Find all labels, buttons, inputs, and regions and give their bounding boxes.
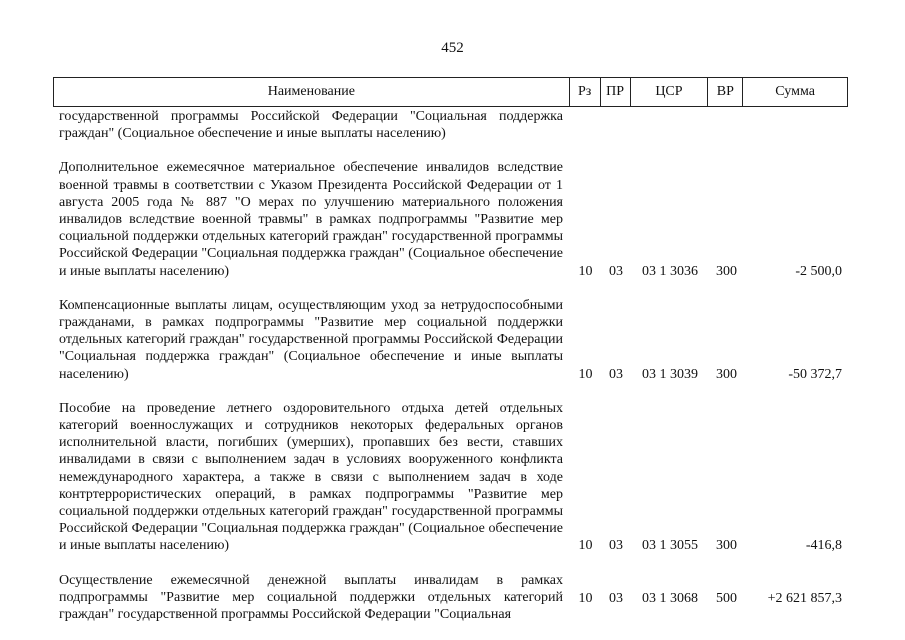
- table-row: [53, 400, 848, 555]
- row-sum: -2 500,0: [795, 263, 842, 279]
- row-csr: 03 1 3055: [642, 538, 698, 554]
- table-row: [53, 159, 848, 279]
- row-vr: 300: [716, 263, 737, 279]
- table-body: [53, 108, 848, 625]
- row-name: Компенсационные выплаты лицам, осуществляющим уход за нетрудоспособными гражданами, в рамках подпрограммы "Развитие мер социальной поддержки отдельных категорий граждан" государственной программы Российской Федерации "Социальная поддержка граждан" (Социальное обеспечение и иные выплаты населению): [59, 297, 563, 382]
- header-pr: ПР: [601, 78, 631, 106]
- row-name: Осуществление ежемесячной денежной выплаты инвалидам в рамках подпрограммы "Развитие мер социальной поддержки отдельных категорий граждан" государственной программы Российской Федерации "Социальная: [59, 572, 563, 623]
- row-sum: -50 372,7: [788, 366, 842, 382]
- row-rz: 10: [578, 263, 593, 279]
- header-csr: ЦСР: [631, 78, 709, 106]
- row-csr: 03 1 3036: [642, 263, 698, 279]
- header-sum: Сумма: [775, 84, 815, 99]
- row-name: государственной программы Российской Федерации "Социальная поддержка граждан" (Социальное обеспечение и иные выплаты населению): [59, 109, 563, 142]
- row-pr: 03: [609, 590, 623, 606]
- row-name: Пособие на проведение летнего оздоровительного отдыха детей отдельных категорий военнослужащих и сотрудников некоторых федеральных органов исполнительной власти, погибших (умерших), пропавших без вести, ставших инвалидами в связи с выполнением задач в условиях вооруженного конфликта немеждународного характера, а также в связи с выполнением задач в ходе контртеррористических операций, в рамках подпрограммы "Развитие мер социальной поддержки отдельных категорий граждан" государственной программы Российской Федерации "Социальная поддержка граждан" (Социальное обеспечение и иные выплаты населению): [59, 400, 563, 554]
- row-vr: 300: [716, 538, 737, 554]
- page-number: 452: [441, 40, 464, 56]
- row-pr: 03: [609, 538, 623, 554]
- row-sum: +2 621 857,3: [767, 590, 842, 606]
- table-row: [53, 108, 848, 142]
- row-pr: 03: [609, 263, 623, 279]
- row-rz: 10: [578, 538, 593, 554]
- table-row: [53, 572, 848, 625]
- row-rz: 10: [578, 366, 593, 382]
- header-vr: ВР: [708, 78, 743, 106]
- table-header: [53, 77, 848, 107]
- header-rz: Рз: [570, 78, 601, 106]
- row-pr: 03: [609, 366, 623, 382]
- row-vr: 500: [716, 590, 737, 606]
- row-rz: 10: [578, 590, 593, 606]
- table-row: [53, 297, 848, 383]
- row-sum: -416,8: [805, 538, 842, 554]
- row-csr: 03 1 3068: [642, 590, 698, 606]
- row-vr: 300: [716, 366, 737, 382]
- header-name: Наименование: [54, 78, 570, 106]
- row-csr: 03 1 3039: [642, 366, 698, 382]
- row-name: Дополнительное ежемесячное материальное обеспечение инвалидов вследствие военной травмы в соответствии с Указом Президента Российской Федерации от 1 августа 2005 года № 887 "О мерах по улучшению материального положения инвалидов вследствие военной травмы" в рамках подпрограммы "Развитие мер социальной поддержки отдельных категорий граждан" государственной программы Российской Федерации "Социальная поддержка граждан" (Социальное обеспечение и иные выплаты населению): [59, 160, 563, 279]
